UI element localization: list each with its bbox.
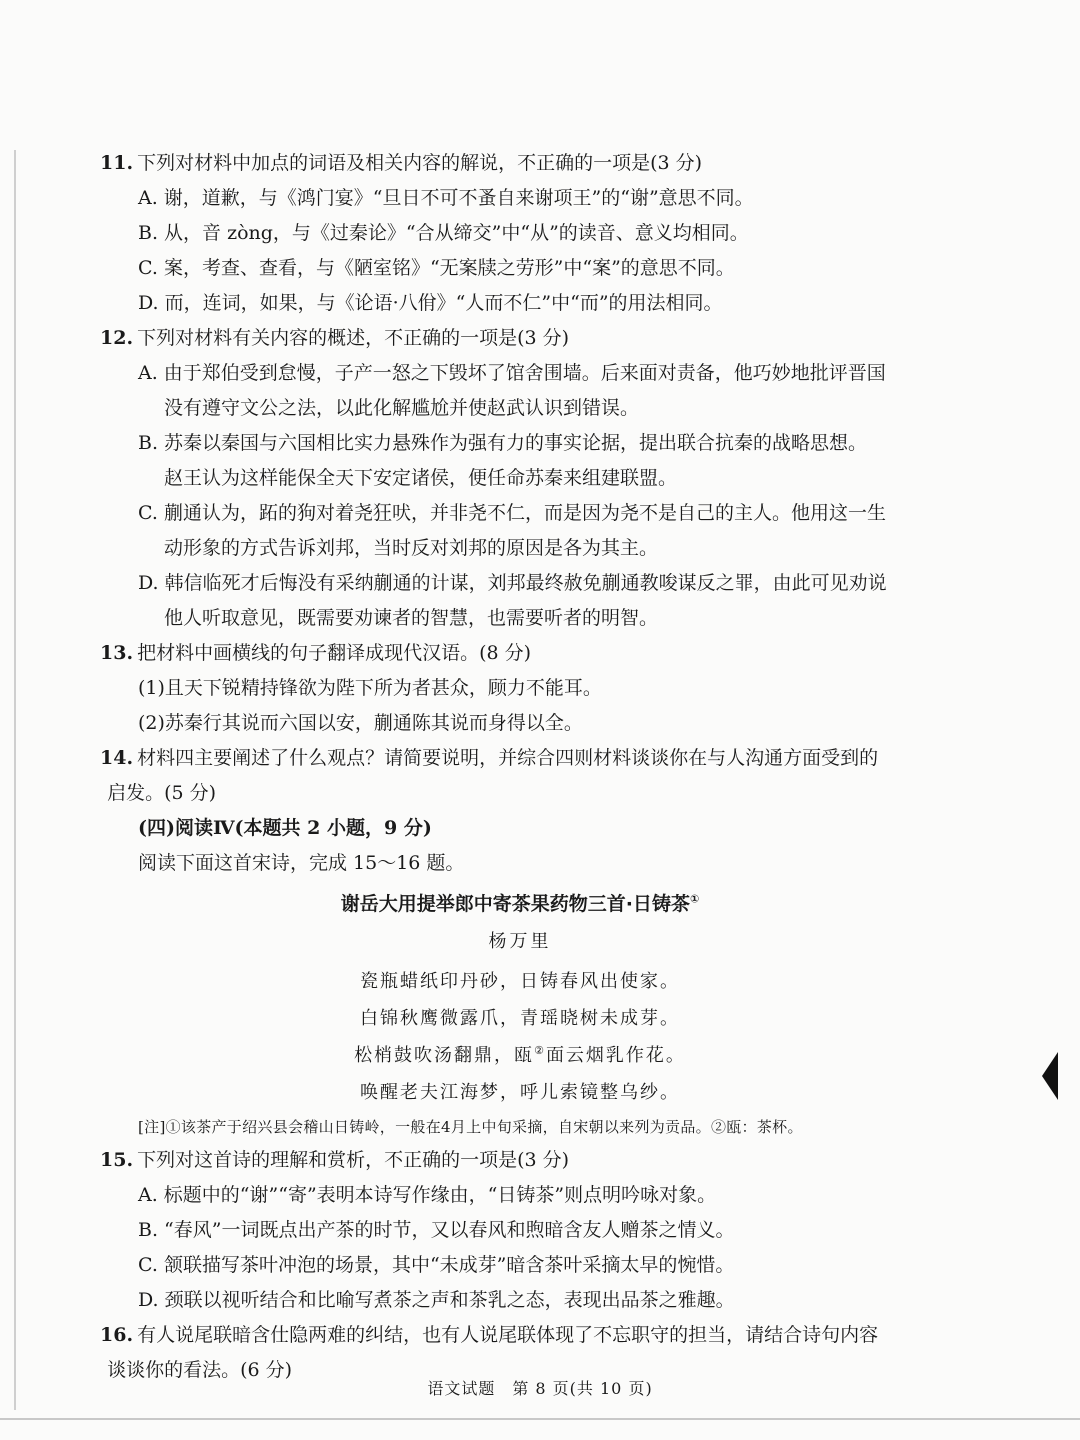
footnote-mark: ① [689, 892, 700, 906]
option-b: B. “春风”一词既点出产茶的时节，又以春风和煦暗含友人赠茶之情义。 [138, 1219, 735, 1241]
page-bottom-edge [0, 1418, 1080, 1420]
page-left-edge [14, 150, 16, 1410]
question-stem: 下列对这首诗的理解和赏析，不正确的一项是(3 分) [137, 1149, 570, 1171]
question-stem: 下列对材料中加点的词语及相关内容的解说，不正确的一项是(3 分) [137, 152, 703, 174]
stem-line: 有人说尾联暗含仕隐两难的纠结，也有人说尾联体现了不忘职守的担当，请结合诗句内容 [137, 1324, 879, 1346]
poem-title [100, 887, 940, 922]
option-line: 没有遵守文公之法，以此化解尴尬并使赵武认识到错误。 [164, 397, 640, 419]
question-15 [100, 1143, 940, 1178]
question-11 [100, 146, 940, 181]
question-stem: 把材料中画横线的句子翻译成现代汉语。(8 分) [137, 642, 532, 664]
question-number: 15. [100, 1149, 134, 1171]
option-d: D. 颈联以视听结合和比喻写煮茶之声和茶乳之态，表现出品茶之雅趣。 [138, 1289, 735, 1311]
option-d: D. 而，连词，如果，与《论语·八佾》“人而不仁”中“而”的用法相同。 [138, 292, 723, 314]
section-instruction: 阅读下面这首宋诗，完成 15～16 题。 [138, 852, 465, 874]
question-number: 13. [100, 642, 134, 664]
option-c [100, 496, 940, 566]
option-a [100, 356, 940, 426]
poem-title-text: 谢岳大用提举郎中寄茶果药物三首·日铸茶 [340, 893, 690, 915]
question-number: 14. [100, 747, 134, 769]
page-tab-marker-icon [1042, 1052, 1058, 1100]
section-title: (四)阅读Ⅳ(本题共 2 小题，9 分) [138, 817, 432, 839]
option-line: A. 由于郑伯受到怠慢，子产一怒之下毁坏了馆舍围墙。后来面对责备，他巧妙地批评晋国 [138, 362, 886, 384]
poem-line [100, 1037, 940, 1074]
stem-line: 启发。(5 分) [107, 782, 217, 804]
poem-note: [注]①该茶产于绍兴县会稽山日铸岭，一般在4月上中旬采摘，自宋朝以来列为贡品。②瓯：茶杯。 [138, 1118, 803, 1136]
translation-item-2: (2)苏秦行其说而六国以安，蒯通陈其说而身得以全。 [138, 712, 583, 734]
question-number: 12. [100, 327, 134, 349]
option-line: 赵王认为这样能保全天下安定诸侯，便任命苏秦来组建联盟。 [164, 467, 678, 489]
footnote-mark: ② [534, 1044, 546, 1057]
page-footer: 语文试题 第 8 页(共 10 页) [427, 1379, 653, 1398]
option-c: C. 颔联描写茶叶冲泡的场景，其中“未成芽”暗含茶叶采摘太早的惋惜。 [138, 1254, 735, 1276]
poem-line: 瓷瓶蜡纸印丹砂，日铸春风出使家。 [360, 971, 680, 992]
option-b [100, 426, 940, 496]
translation-item-1: (1)且天下锐精持锋欲为陛下所为者甚众，顾力不能耳。 [138, 677, 602, 699]
stem-line: 谈谈你的看法。(6 分) [107, 1359, 293, 1381]
question-number: 11. [100, 152, 134, 174]
option-line: 他人听取意见，既需要劝谏者的智慧，也需要听者的明智。 [164, 607, 659, 629]
poem-author: 杨万里 [488, 931, 552, 952]
exam-page-content [100, 146, 940, 1388]
question-number: 16. [100, 1324, 134, 1346]
poem-line: 白锦秋鹰微露爪，青瑶晓树未成芽。 [360, 1008, 680, 1029]
option-a: A. 标题中的“谢”“寄”表明本诗写作缘由，“日铸茶”则点明吟咏对象。 [138, 1184, 717, 1206]
poem-line-part: 松梢鼓吹汤翻鼎，瓯 [354, 1045, 535, 1066]
poem-line-part: 面云烟乳作花。 [545, 1045, 686, 1066]
option-c: C. 案，考查、查看，与《陋室铭》“无案牍之劳形”中“案”的意思不同。 [138, 257, 735, 279]
question-14 [100, 741, 940, 811]
option-line: B. 苏秦以秦国与六国相比实力悬殊作为强有力的事实论据，提出联合抗秦的战略思想。 [138, 432, 868, 454]
question-stem: 下列对材料有关内容的概述，不正确的一项是(3 分) [137, 327, 570, 349]
poem-line: 唤醒老夫江海梦，呼儿索镜整乌纱。 [360, 1082, 680, 1103]
option-line: D. 韩信临死才后悔没有采纳蒯通的计谋，刘邦最终赦免蒯通教唆谋反之罪，由此可见劝说 [138, 572, 887, 594]
option-line: 动形象的方式告诉刘邦，当时反对刘邦的原因是各为其主。 [164, 537, 659, 559]
question-12 [100, 321, 940, 356]
poem-body [100, 963, 940, 1111]
stem-line: 材料四主要阐述了什么观点？请简要说明，并综合四则材料谈谈你在与人沟通方面受到的 [137, 747, 879, 769]
question-13 [100, 636, 940, 671]
option-a: A. 谢，道歉，与《鸿门宴》“旦日不可不蚤自来谢项王”的“谢”意思不同。 [138, 187, 754, 209]
option-d [100, 566, 940, 636]
option-b: B. 从，音 zòng，与《过秦论》“合从缔交”中“从”的读音、意义均相同。 [138, 222, 749, 244]
option-line: C. 蒯通认为，跖的狗对着尧狂吠，并非尧不仁，而是因为尧不是自己的主人。他用这一生 [138, 502, 886, 524]
